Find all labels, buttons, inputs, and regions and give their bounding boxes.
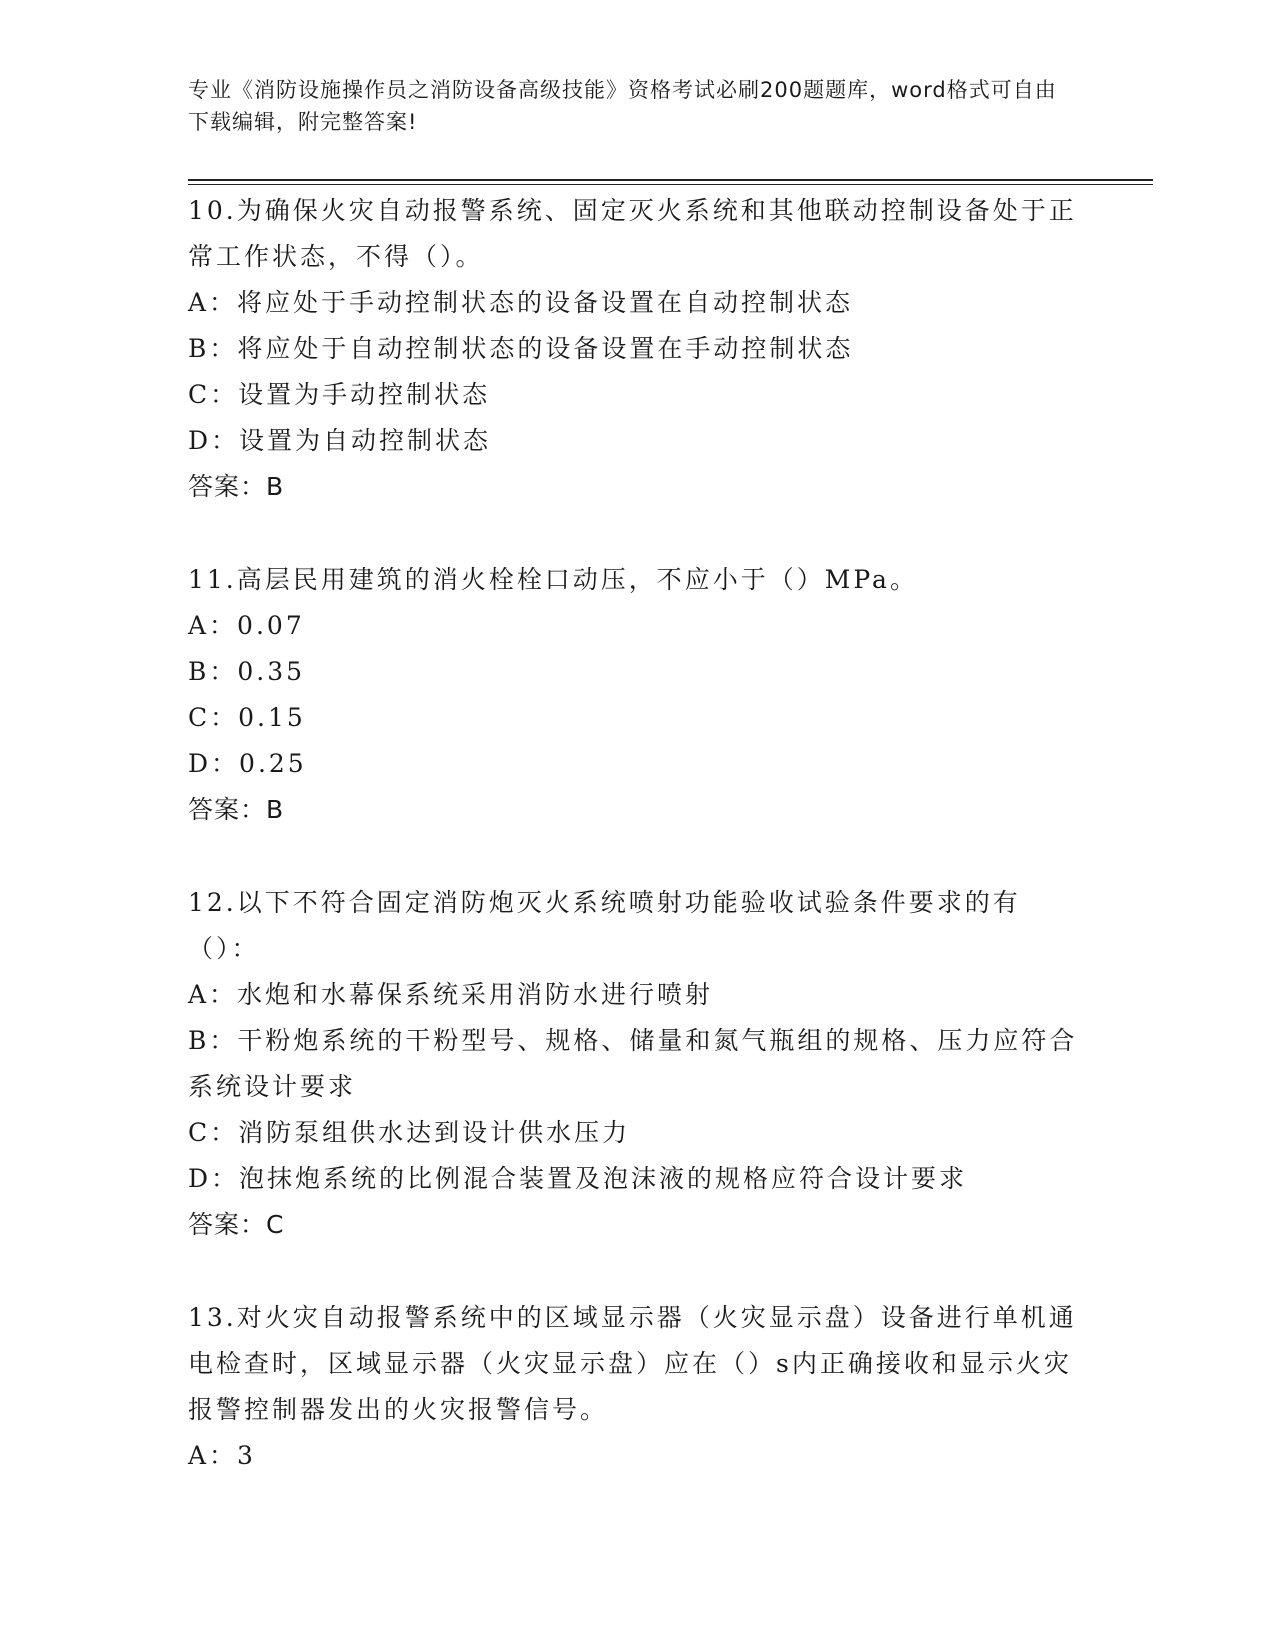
question-stem: 11.高层民用建筑的消火栓栓口动压，不应小于（）MPa。 xyxy=(188,565,918,594)
question-12 xyxy=(188,880,1088,1248)
option-d: D：设置为自动控制状态 xyxy=(188,426,492,455)
question-stem: 10.为确保火灾自动报警系统、固定灭火系统和其他联动控制设备处于正常工作状态，不得（）。 xyxy=(188,196,1077,271)
option-a: A：0.07 xyxy=(188,611,305,640)
header-divider-thin xyxy=(188,184,1153,185)
option-d: D：泡抹炮系统的比例混合装置及泡沫液的规格应符合设计要求 xyxy=(188,1164,968,1193)
option-d: D：0.25 xyxy=(188,749,307,778)
answer-label: 答案：B xyxy=(188,795,285,824)
document-header: 专业《消防设施操作员之消防设备高级技能》资格考试必刷200题题库，word格式可自由下载编辑，附完整答案! xyxy=(188,78,1057,134)
answer-label: 答案：C xyxy=(188,1210,285,1239)
answer-label: 答案：B xyxy=(188,472,285,501)
option-a: A：将应处于手动控制状态的设备设置在自动控制状态 xyxy=(188,288,854,317)
option-b: B：干粉炮系统的干粉型号、规格、储量和氮气瓶组的规格、压力应符合系统设计要求 xyxy=(188,1026,1078,1101)
option-b: B：将应处于自动控制状态的设备设置在手动控制状态 xyxy=(188,334,854,363)
question-10 xyxy=(188,188,1088,510)
option-c: C：0.15 xyxy=(188,703,306,732)
option-c: C：设置为手动控制状态 xyxy=(188,380,491,409)
option-a: A：水炮和水幕保系统采用消防水进行喷射 xyxy=(188,980,714,1009)
question-stem: 13.对火灾自动报警系统中的区域显示器（火灾显示盘）设备进行单机通电检查时，区域显示器（火灾显示盘）应在（）s内正确接收和显示火灾报警控制器发出的火灾报警信号。 xyxy=(188,1303,1077,1424)
option-b: B：0.35 xyxy=(188,657,306,686)
option-a: A：3 xyxy=(188,1441,256,1470)
question-13 xyxy=(188,1295,1088,1479)
question-stem: 12.以下不符合固定消防炮灭火系统喷射功能验收试验条件要求的有（）： xyxy=(188,888,1021,963)
header-divider-thick xyxy=(188,179,1153,181)
question-list xyxy=(188,188,1088,1526)
option-c: C：消防泵组供水达到设计供水压力 xyxy=(188,1118,631,1147)
question-11 xyxy=(188,557,1088,833)
